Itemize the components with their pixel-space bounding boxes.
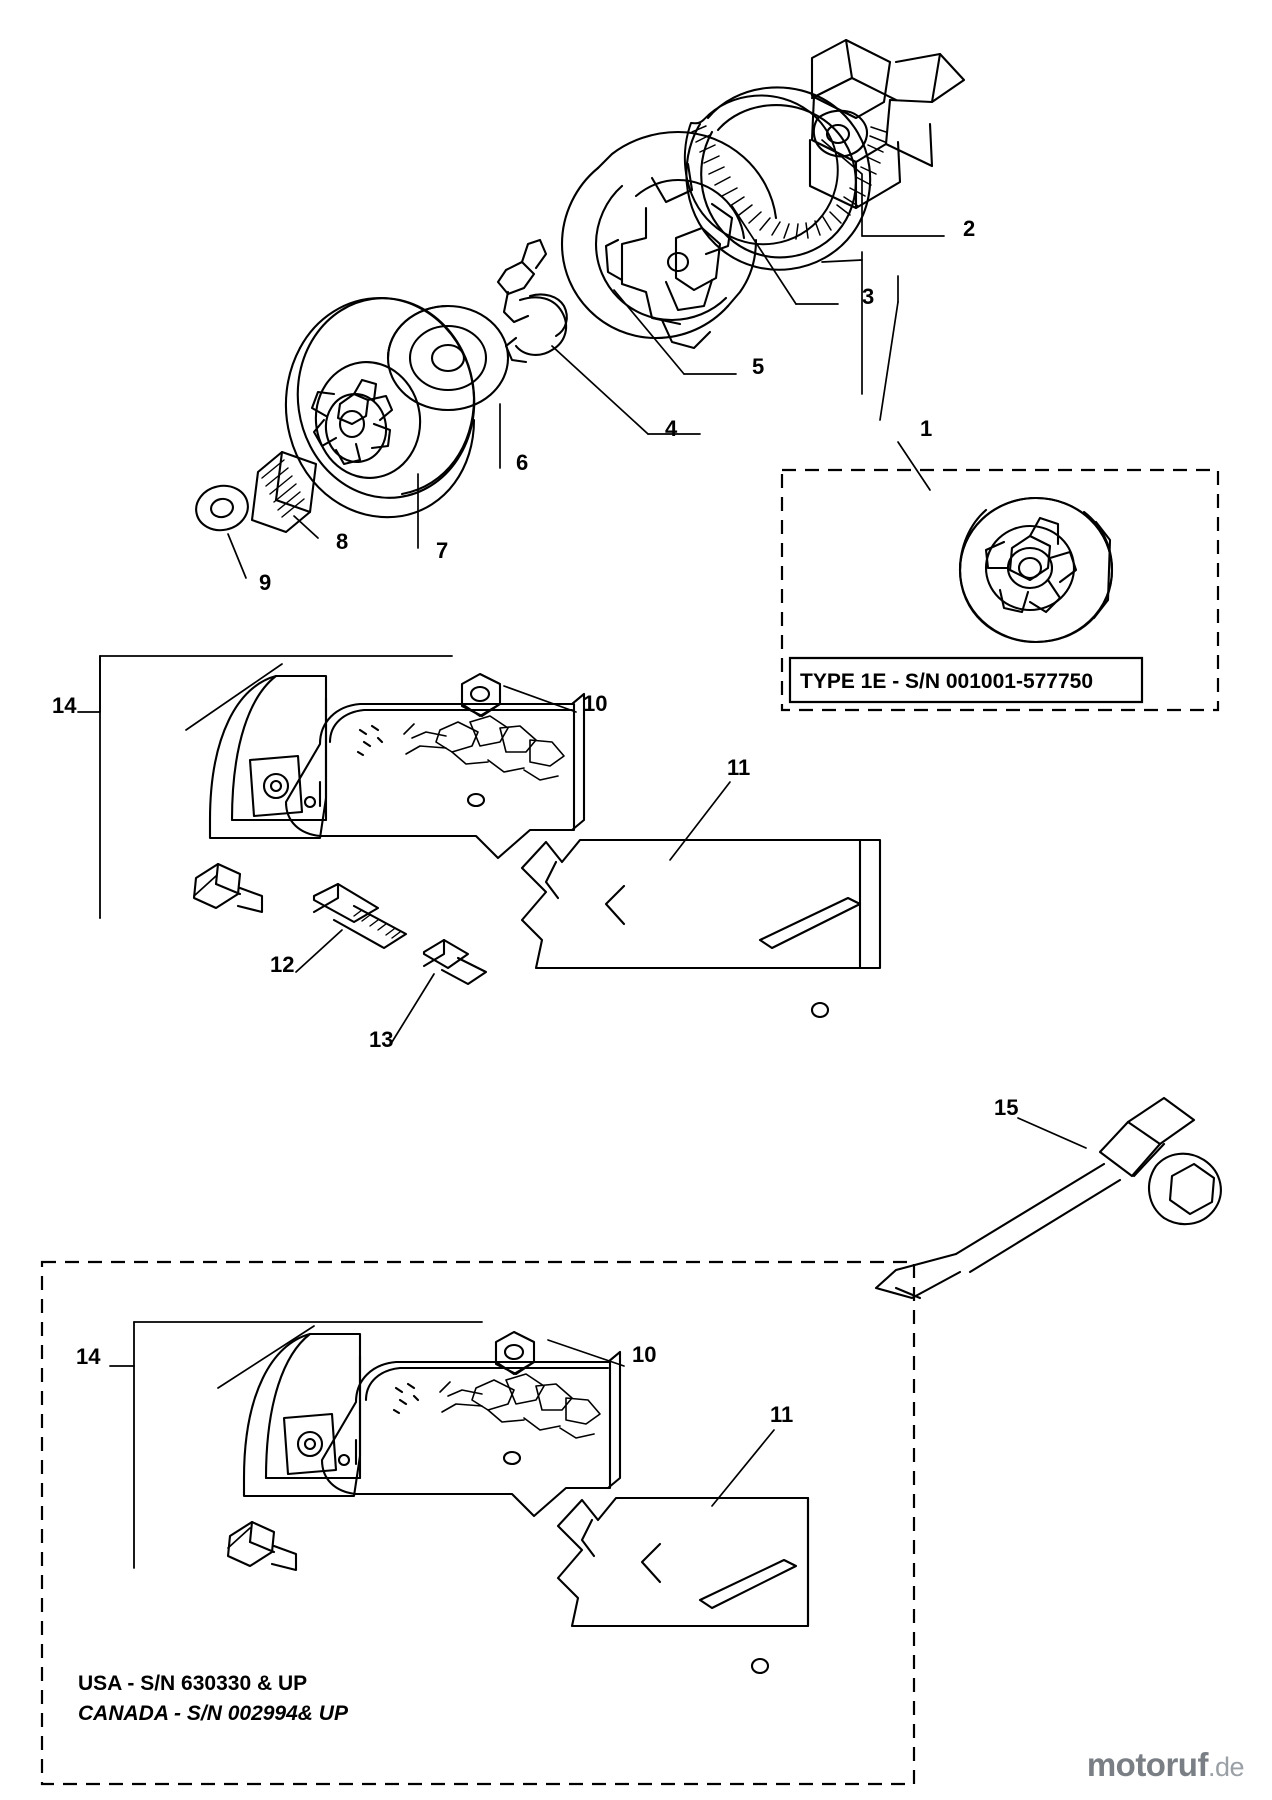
callout-15: 15	[994, 1095, 1019, 1120]
callout-10: 10	[583, 691, 608, 716]
part-1-boxed-drum	[960, 498, 1112, 642]
assembly-mid	[78, 656, 880, 1017]
type-box-label: TYPE 1E - S/N 001001-577750	[800, 670, 1094, 693]
callout-2: 2	[963, 216, 976, 241]
callout-12: 12	[270, 952, 295, 977]
callout-8: 8	[336, 529, 349, 554]
part-7-clutch-drum	[285, 287, 487, 517]
callout-7: 7	[436, 538, 449, 563]
usa-serial-label: USA - S/N 630330 & UP	[78, 1672, 308, 1695]
callout-4: 4	[665, 416, 678, 441]
part-5-clutch-shoes	[562, 132, 776, 348]
callout-5: 5	[752, 354, 765, 379]
callout-1: 1	[920, 416, 933, 441]
callout-11-bottom: 11	[770, 1402, 794, 1427]
part-4-retainer-clips	[498, 240, 567, 362]
watermark	[1087, 1746, 1244, 1784]
watermark-main: motoruf	[1086, 1746, 1208, 1783]
leader-lines-mid	[296, 686, 730, 1042]
callout-3: 3	[862, 284, 875, 309]
assembly-bottom	[110, 1322, 808, 1673]
callout-6: 6	[516, 450, 529, 475]
callout-14: 14	[52, 693, 77, 718]
leader-lines-top	[228, 140, 944, 578]
callout-14-bottom: 14	[76, 1344, 101, 1369]
part-2-pawl-assembly	[810, 40, 964, 208]
dashed-boxes	[42, 470, 1218, 1784]
part-15-wrench	[876, 1095, 1221, 1298]
canada-serial-label: CANADA - S/N 002994& UP	[78, 1702, 348, 1725]
callout-10-bottom: 10	[632, 1342, 657, 1367]
callout-11: 11	[727, 755, 751, 780]
watermark-suffix: .de	[1207, 1752, 1244, 1782]
callout-13: 13	[369, 1027, 394, 1052]
part-6-washer	[388, 306, 508, 410]
callout-9: 9	[259, 570, 272, 595]
part-9-washer	[192, 481, 252, 535]
part-8-needle-bearing	[252, 452, 316, 532]
